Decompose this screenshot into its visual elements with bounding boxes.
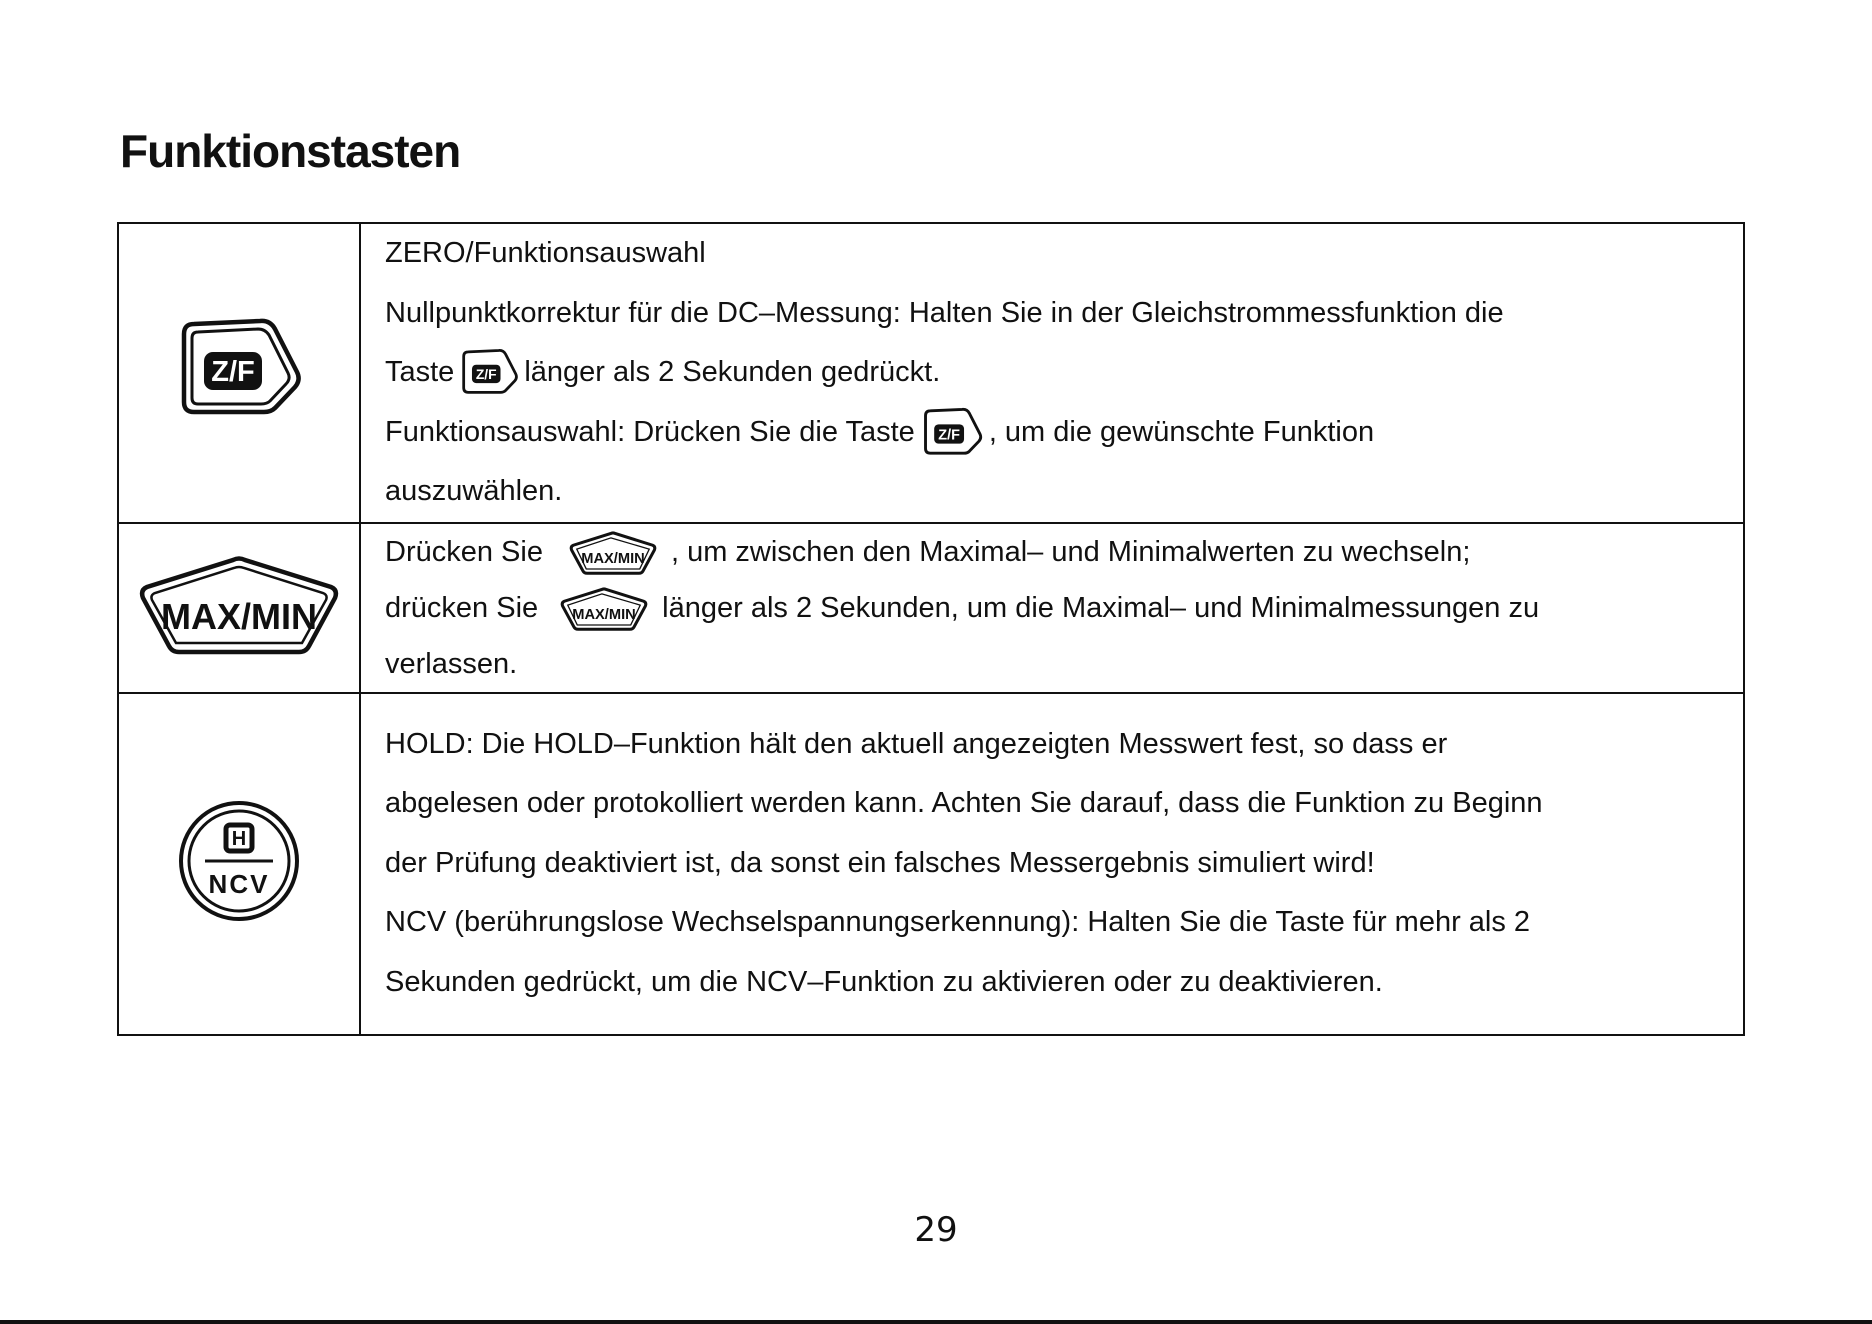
text-line: Funktionsauswahl: Drücken Sie die Taste Z/F , um die gewünschte Funktion — [385, 403, 1719, 463]
function-keys-table — [117, 222, 1745, 1036]
svg-text:MAX/MIN: MAX/MIN — [572, 606, 636, 623]
icon-cell-zf — [118, 223, 360, 523]
text-line: Drücken Sie MAX/MIN , um zwischen den Maximal– und Minimalwerten zu wechseln; — [385, 524, 1719, 580]
icon-cell-maxmin — [118, 523, 360, 693]
svg-text:NCV: NCV — [208, 869, 270, 899]
zf-key-icon — [176, 316, 302, 424]
svg-text:H: H — [231, 828, 247, 850]
bottom-divider — [0, 1320, 1872, 1324]
text-line: Sekunden gedrückt, um die NCV–Funktion zu aktivieren oder zu deaktivieren. — [385, 965, 1383, 998]
text-line: HOLD: Die HOLD–Funktion hält den aktuell angezeigten Messwert fest, so dass er — [385, 727, 1448, 760]
text-line: Taste Z/F länger als 2 Sekunden gedrückt. — [385, 343, 1719, 403]
svg-text:Z/F: Z/F — [211, 356, 255, 389]
svg-text:Z/F: Z/F — [476, 367, 497, 383]
svg-text:MAX/MIN: MAX/MIN — [161, 596, 317, 637]
page-number: 29 — [914, 1210, 958, 1250]
text-line: abgelesen oder protokolliert werden kann. Achten Sie darauf, dass die Funktion zu Beginn — [385, 787, 1543, 820]
table-row-hold-ncv — [118, 693, 1744, 1035]
zf-key-icon — [921, 407, 983, 459]
text-line: ZERO/Funktionsauswahl — [385, 237, 706, 269]
svg-text:Z/F: Z/F — [938, 427, 960, 444]
zf-key-icon — [460, 348, 518, 398]
text-line: Nullpunktkorrektur für die DC–Messung: Halten Sie in der Gleichstrommessfunktion die — [385, 296, 1504, 329]
text-line: auszuwählen. — [385, 475, 563, 507]
maxmin-key-icon — [139, 554, 339, 656]
hold-ncv-key-icon — [177, 799, 301, 923]
description-cell-zf — [360, 223, 1744, 523]
text-line: der Prüfung deaktiviert ist, da sonst ein falsches Messergebnis simuliert wird! — [385, 846, 1375, 879]
text-line: verlassen. — [385, 647, 518, 680]
text-line: drücken Sie MAX/MIN länger als 2 Sekunden, um die Maximal– und Minimalmessungen zu — [385, 580, 1719, 636]
description-cell-hold-ncv — [360, 693, 1744, 1035]
table-row-maxmin — [118, 523, 1744, 693]
icon-cell-hold-ncv — [118, 693, 360, 1035]
description-cell-maxmin — [360, 523, 1744, 693]
page-title: Funktionstasten — [120, 125, 461, 177]
maxmin-key-icon — [563, 531, 663, 575]
table-row-zf — [118, 223, 1744, 523]
maxmin-key-icon — [554, 587, 654, 631]
svg-text:MAX/MIN: MAX/MIN — [581, 550, 645, 567]
text-line: NCV (berührungslose Wechselspannungserkennung): Halten Sie die Taste für mehr als 2 — [385, 906, 1531, 939]
